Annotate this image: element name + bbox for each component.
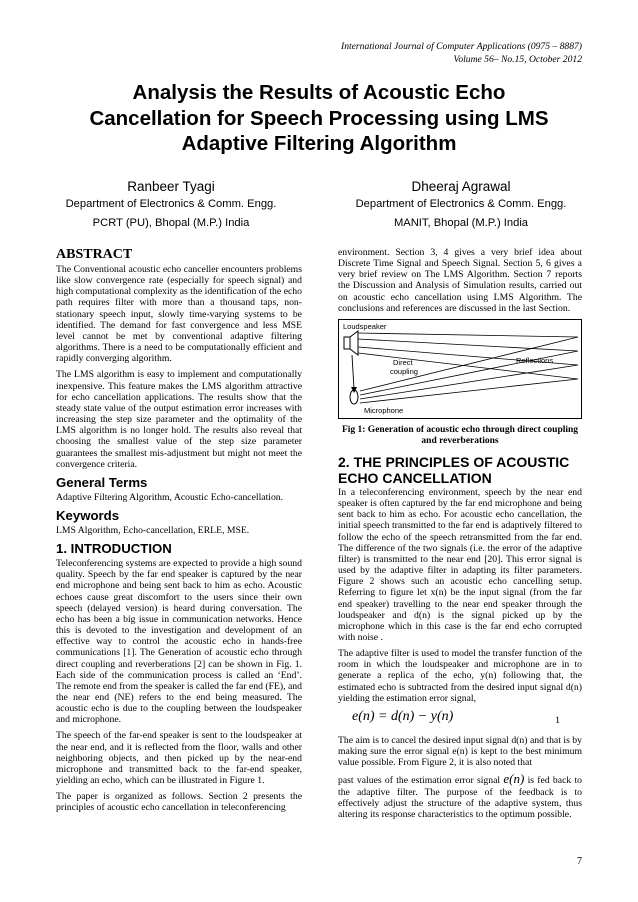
author-block-2 [322,178,600,233]
title-line-3: Adaptive Filtering Algorithm [181,132,457,155]
paragraph-4-text-b: is fed back to [527,775,583,787]
figure-label-coupling: coupling [390,366,418,376]
author-name: Ranbeer Tyagi [127,179,215,194]
section-1-continuation: environment. Section 3, 4 gives a very brief idea about Discrete Time Signal and Speech Signal. Section 5, 6 gives a very brief review on The LMS Algorithm. Section 7 reports the Discussion and Analysis of Simulation results, carried out on acoustic echo cancellation using LMS Algorithm. The conclusions and references are discussed in the last Section. [338,247,582,314]
introduction-paragraph-2: The speech of the far-end speaker is sent to the loudspeaker at the near end, and it is reflected from the floor, walls and other neighboring objects, and then picked up by the near-end microphone and transmitted back to the far-end speaker, yielding an echo, which can be illustrated in Figure 1. [56,730,302,787]
author-department: Department of Electronics & Comm. Engg. [65,198,277,210]
author-name: Dheeraj Agrawal [411,179,511,194]
section-2-paragraph-3: The aim is to cancel the desired input signal d(n) and that is by making sure the error signal e(n) is kept to the best minimum value possible. From Figure 2, it is also noted that [338,734,582,769]
figure-1-caption [338,425,582,448]
abstract-paragraph-2: The LMS algorithm is easy to implement and computationally inexpensive. This feature makes the LMS algorithm attractive for echo cancellation applications. The results show that the steady state value of the output estimation error increases with increasing the step size parameter and the optimality of the LMS algorithm is no longer hold. The results also reveal that choosing the smallest value of the step size parameter guarantees the smallest mis-adjustment but might not meet the convergence criteria. [56,369,302,470]
journal-name: International Journal of Computer Applications (0975 – 8887) [341,41,582,52]
section-2-paragraph-4 [338,773,582,820]
figure-1 [338,319,582,419]
caption-line-1: Fig 1: Generation of acoustic echo through direct coupling [341,424,579,435]
loudspeaker-cone-icon [350,331,358,355]
equation-number: 1 [555,714,560,726]
journal-header [282,40,582,66]
general-terms-text: Adaptive Filtering Algorithm, Acoustic Echo-cancellation. [56,491,284,503]
paragraph-4-text-a: past values of the estimation error signal [338,775,501,787]
author-block-1 [40,178,302,233]
figure-label-direct: Direct [393,357,413,367]
author-institution: MANIT, Bhopal (M.P.) India [393,217,529,229]
figure-label-microphone: Microphone [364,405,404,415]
paper-title [60,80,578,157]
keywords-heading: Keywords [56,507,120,523]
left-column [56,247,302,819]
abstract-heading: ABSTRACT [56,247,133,262]
error-signal-symbol: e(n) [503,771,525,787]
direct-coupling-path [352,355,354,389]
author-department: Department of Electronics & Comm. Engg. [355,198,567,210]
section-2-heading-line-1: 2. THE PRINCIPLES OF ACOUSTIC [338,453,570,470]
paragraph-4-text-c: the adaptive filter. The purpose of the feedback is to effectively adjust the structure of the adaptive system, thus altering its response characteristics to the optimum possible. [338,786,582,820]
echo-diagram [338,319,582,419]
right-column [338,247,582,820]
equation-text: e(n) = d(n) − y(n) [352,708,454,724]
abstract-paragraph-1: The Conventional acoustic echo canceller encounters problems like slow convergence rate (especially for speech signal) and high computational complexity as the identification of the echo path requires filter with more than a thousand taps, non-stationary speech input, slowly time-varying systems to be identified. The demand for fast convergence and less MSE level cannot be met by conventional adaptive filtering algorithms. There is a need to be computationally efficient and rapidly converging algorithm. [56,264,302,365]
equation-1 [338,709,582,731]
section-2-heading-line-2: ECHO CANCELLATION [338,469,492,486]
caption-line-2: and reverberations [421,436,499,447]
figure-label-loudspeaker: Loudspeaker [343,321,387,331]
loudspeaker-icon [344,337,350,349]
introduction-paragraph-1: Teleconferencing systems are expected to provide a high sound quality. Speech by the far end speaker is captured by the near end microphone and being sent back to him as echo. Acoustic echoes cause great discomfort to the users since their own speech (delayed version) is heard during conversation. The echo has been a big issue in communication networks. Hence this is devoted to the investigation and development of an effective way to control the acoustic echo in hands-free communications [1]. The Generation of acoustic echo through direct coupling and reverberations [2] can be shown in Fig. 1. Each side of the communication process is called an ‘End’. The remote end from the speaker is called the far end (FE), and the near end (NE) refers to the end being measured. The acoustic echo is due to the coupling between the loudspeaker and microphone. [56,558,302,726]
section-2-paragraph-1: In a teleconferencing environment, speech by the near end speaker is often captured by the far end microphone and being sent back to him as echo. For acoustic echo cancellation, the initial speech transmitted to the far end is adaptively filtered to follow the echo of the speech retransmitted from the far end. The difference of the two signals (i.e. the error of the adaptive filter) is transmitted to the near end [20]. This error signal is used by the adaptive filter in adapting its filter parameters. Figure 2 shows such an acoustic echo cancelling setup. Referring to figure let x(n) be the input signal (from the far end speaker) travelling to the near end speaker through the loudspeaker and d(n) is the signal picked up by the microphone which in this case is the far end echo corrupted with noise . [338,486,582,643]
keywords-text: LMS Algorithm, Echo-cancellation, ERLE, MSE. [56,524,250,536]
author-institution: PCRT (PU), Bhopal (M.P.) India [92,217,250,229]
title-line-1: Analysis the Results of Acoustic Echo [132,81,506,104]
general-terms-heading: General Terms [56,474,148,490]
introduction-heading: 1. INTRODUCTION [56,541,172,557]
section-2-paragraph-2: The adaptive filter is used to model the transfer function of the room in which the loudspeaker and microphone are in to generate a replica of the echo, y(n) following that, the estimated echo is subtracted from the desired input signal d(n) yielding the estimation error signal, [338,648,582,704]
page-number: 7 [577,856,582,867]
section-2-heading [338,454,582,486]
introduction-paragraph-3: The paper is organized as follows. Section 2 presents the principles of acoustic echo cancellation in teleconferencing [56,791,302,814]
title-line-2: Cancellation for Speech Processing using LMS [89,106,549,130]
journal-volume: Volume 56– No.15, October 2012 [453,54,582,65]
figure-label-reflections: Reflections [516,355,554,365]
